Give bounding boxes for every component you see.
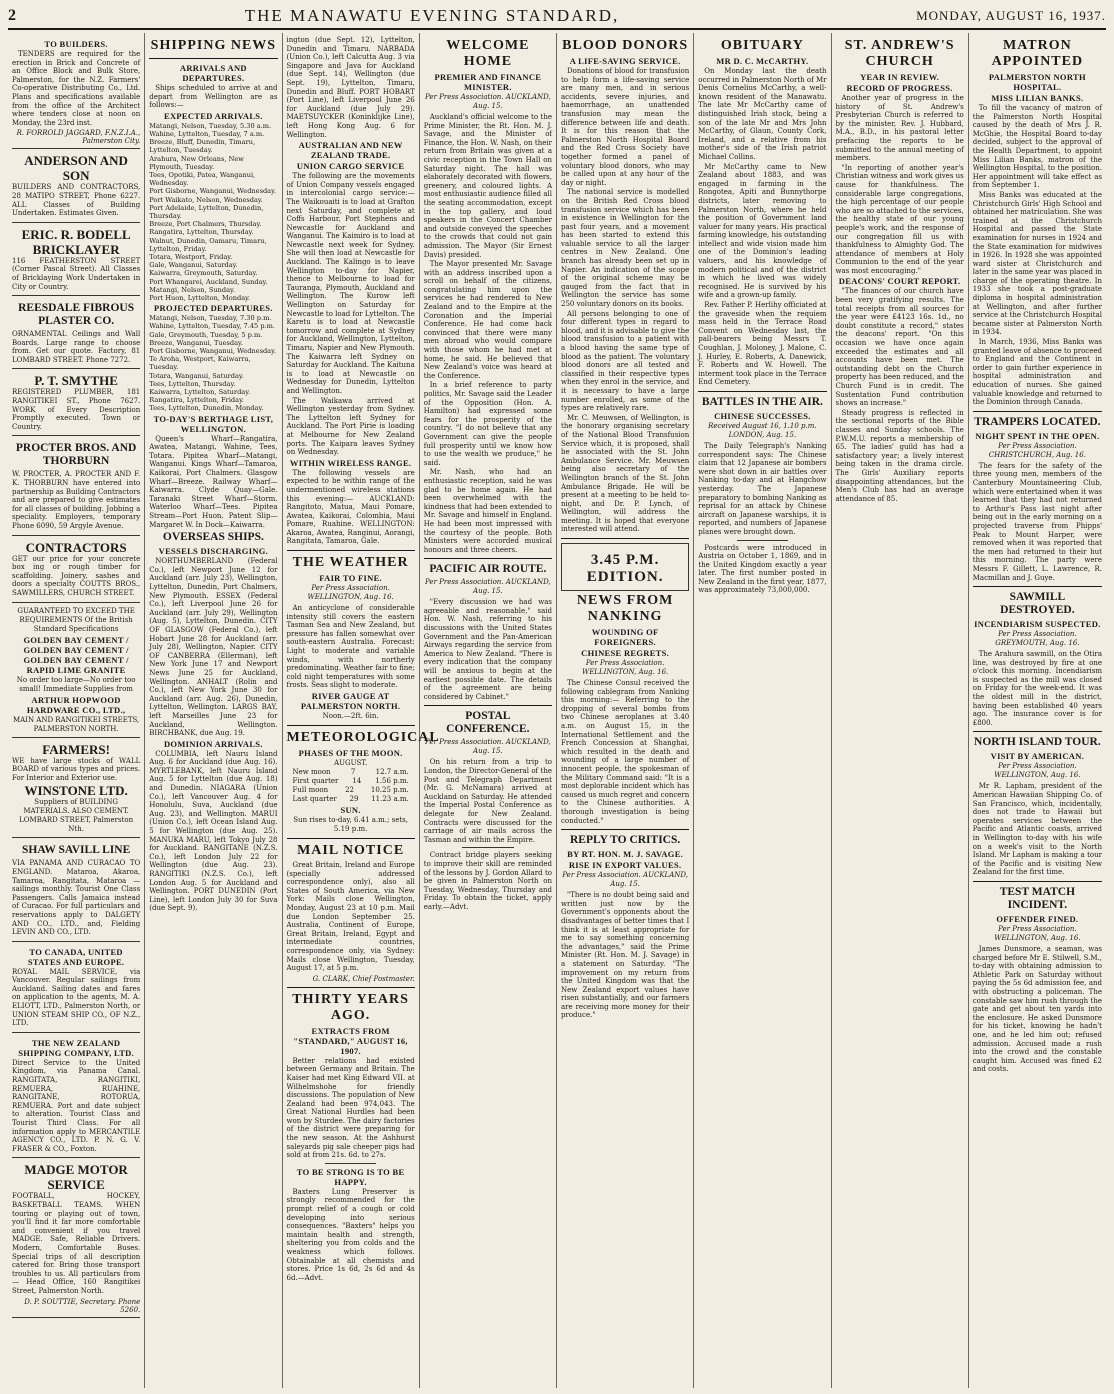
byline: Per Press Association. WELLINGTON, Aug. 16. (994, 924, 1081, 942)
ad-text: No order too large—No order too small! Immediate Supplies from (16, 675, 136, 693)
list-item: Tees, Lyttelton, Thursday. (149, 379, 236, 388)
subheading: VESSELS DISCHARGING. (158, 546, 269, 557)
column-7-st-andrews (832, 33, 969, 1388)
ad-heading: GOLDEN BAY CEMENT / GOLDEN BAY CEMENT / GOLDEN BAY CEMENT / RAPID LIME GRANITE (23, 634, 129, 675)
ad-heading: FARMERS! (42, 741, 110, 757)
ad-anderson (12, 151, 140, 222)
byline: Per Press Association. WELLINGTON, Aug. 16. (994, 762, 1081, 780)
byline: Per Press Association. AUCKLAND, Aug. 15. (562, 871, 688, 889)
article-text: The following vessels are expected to be within range of the undermentioned wireless stations this evening:— AUCKLAND: Rangitoto, Matua, Maui Pomare, Awatea, Kaikorai, Colombia, Maui Pomare, Ruahine. WELLINGTON: Akaroa, Awatea, Ranginui, Aorangi, Rangitata, Tamaroa, Gale. (286, 468, 415, 546)
article-text: "Every discussion we had was agreeable and reasonable," said Hon. W. Nash, referring to his discussions with the United States Government and the Pan-American Airways regarding the service from America to New Zealand. "There is every indication that the company will be anxious to begin at the earliest possible date. The details of the agreement are being considered by Cabinet." (423, 598, 552, 701)
ad-heading: TO BUILDERS. (44, 39, 108, 49)
ad-heading: P. T. SMYTHE (34, 373, 118, 389)
article-text: Steady progress is reflected in the sectional reports of the Bible classes and Sunday schools. The P.W.M.U. reports a membership of 65. The ladies' guild has had a satisfactory year; a lively interest being taken in the drama circle. The Girls' Auxiliary reports disappointing attendances, but the Men's Club has had an average attendance of 85. (835, 408, 964, 503)
gauge-reading: Noon.—2ft. 6in. (322, 712, 379, 720)
article-subheadline: PREMIER AND FINANCE MINISTER. (434, 72, 542, 92)
article-text: NORTHUMBERLAND (Federal Co.), left Newport June 12 for Auckland (arr. July 23), Wellington, Lyttelton, Dunedin, Port Chalmers, New Plymouth. ESSEX (Federal Co.), left Liverpool June 26 for Auckland (arr. July 29), Wellington (Aug. 5), Lyttelton, Dunedin. CITY OF GLASGOW (Federal Co.), left Hobart June 28 for Auckland (arr. July 28), Wellington, Napier. CITY OF CANBERRA (Ellerman), left New York June 17 and Newport News June 25 for Auckland, Wellington. ANHALT (Rolin and Co.), left New York June 30 for Auckland (arr. Aug. 26), Dunedin, Lyttelton, Wellington. LARGS BAY, left Marseilles June 23 for Auckland, Wellington. BIRCHBANK, due Aug. 19. (149, 557, 278, 738)
article-headline: POSTAL CONFERENCE. (446, 710, 530, 736)
list-item: Port Gisborne, Wanganui, Wednesday. (149, 347, 277, 356)
divider (462, 847, 513, 848)
masthead (8, 4, 1106, 30)
moon-phase-row (287, 777, 415, 786)
article-subheadline: MISS LILIAN BANKS. (991, 93, 1084, 103)
ad-heading: TO CANADA, UNITED STATES AND EUROPE. (27, 946, 125, 967)
article-text: Auckland's official welcome to the Prime Minister, the Rt. Hon. M. J. Savage, and the Minister of Finance, the Hon. W. Nash, on their return from Britain was given at a civic reception in the Town Hall on Saturday night. The hall was elaborately decorated with flowers, greenery, and coloured lights. A most enthusiastic audience filled all the seating accommodation, except in the top gallery, and loud speakers in the Concert Chamber and outside conveyed the speeches to the crowds that could not gain admission. The Mayor (Sir Ernest Davis) presided. (423, 113, 552, 259)
article-text: On his return from a trip to London, the Director-General of the Post and Telegraph Department (Mr. G. McNamara) arrived at Auckland on Saturday. He attended the Imperial Postal Conference as delegate for New Zealand. Contracts were discussed for the carriage of air mails across the Tasman and within the Empire. (423, 758, 552, 844)
moon-phase-day: 29 (349, 795, 359, 803)
article-text: "The finances of our church have been very gratifying results. The total receipts from all sources for the year were £4123 16s. 1d., no doubt constitute a record," states the deacons' report. "On this occasion we have once again exceeded the estimates and all accounts have been met. The outstanding debt on the Church property has been reduced, and the Church Fund is in credit. The Sustentation Fund contribution shows an increase." (835, 287, 964, 408)
list-item: Wahine, Lyttelton, Tuesday, 7.45 p.m. (149, 322, 276, 331)
column-6-obituary (694, 33, 831, 1388)
ad-smythe (12, 371, 140, 436)
article-text: Baxters Lung Preserver is strongly recommended for the prompt relief of a cough or cold developing into serious consequences. "Baxters" helps you maintain health and strength, sheltering you from colds and the weakness which follows. Obtainable at all chemists and stores. Price 1s 6d, 2s 6d and 4s 6d.—Advt. (286, 1187, 415, 1282)
ad-heading: THE NEW ZEALAND SHIPPING COMPANY, LTD. (18, 1037, 135, 1058)
article-text: Mr. Nash, who had an enthusiastic reception, said he was glad to be home again. He had been overwhelmed with the kindness that had been extended to Mr. Savage and himself in England. He had been most impressed with the courtesy of the people. Both Ministers were accorded musical honours and three cheers. (423, 468, 552, 554)
divider (287, 550, 415, 551)
section-title: THE WEATHER (292, 555, 409, 571)
ad-text: GET our price for your concrete box ing or rough timber for scaffolding. Joinery, sashes and doors a specialty COUTTS BROS., SAWMILLERS, CHURCH STREET. (12, 554, 141, 597)
divider (561, 829, 689, 830)
article-headline: NORTH ISLAND TOUR. (974, 736, 1101, 749)
column-3-weather-mail (283, 33, 440, 1388)
list-item: Tees, Lyttelton, Dunedin, Monday. (149, 404, 264, 413)
list-item: Arahura, New Orleans, New Plymouth, Tuesday. (149, 154, 244, 171)
article-text: Ships scheduled to arrive at and depart from Wellington are as follows:— (149, 84, 278, 110)
ad-text: ORNAMENTAL Ceilings and Wall Boards. Large range to choose from. Get our quote. Factory, 81 LOMBARD STREET. Phone 7272. (12, 330, 141, 364)
article-headline: TRAMPERS LOCATED. (974, 415, 1101, 428)
article-text: In March, 1936, Miss Banks was granted leave of absence to proceed to England and the Continent in order to gain further experience in hospital administration and education of nurses. She gained valuable knowledge and returned to the Dominion through Canada. (972, 338, 1102, 407)
article-subheadline: NIGHT SPENT IN THE OPEN. (975, 430, 1100, 441)
article-text: An anticyclone of considerable intensity still covers the eastern Tasman Sea and New Zealand, but pressure has fallen somewhat over south-eastern Australia. Forecast: Light to moderate and variable winds, with northerly predominating. Weather fair to fine; cold night temperatures with some frosts. Seas slight to moderate. (286, 604, 415, 690)
article-text: To fill the vacancy of matron of the Palmerston North Hospital caused by the death of Mrs J. R. McGhie, the Hospital Board to-day decided, subject to the approval of the Health Department, to appoint Miss Lilian Banks, matron of the Wellington Hospital, to the position. Her appointment will take effect as from September 1. (972, 104, 1102, 190)
ad-heading: REESDALE FIBROUS PLASTER CO. (18, 302, 135, 328)
subheading: PHASES OF THE MOON. (298, 748, 403, 758)
moon-phase-day: 7 (350, 768, 356, 776)
article-subheadline: WOUNDING OF FOREIGNERS. (591, 627, 659, 648)
article-subheadline: RISE IN EXPORT VALUES. (568, 860, 682, 871)
list-item: Totara, Westport, Friday. (149, 253, 233, 262)
article-text: The following are the movements of Union Company vessels engaged in intercolonial cargo service:— The Waikouaiti is to load at Grafton next Saturday, and complete at Coffs Harbour, Port Stephens and Newcastle for Auckland and Wanganui. The Kaimiro is to load at Newcastle next week for Sydney. She will then load at Newcastle for Auckland. The Kalingo is to leave Wellington to-day for Napier, thence to Melbourne to load for Tauranga, Plymouth, Auckland and Wellington. The Kurow left Wellington on Saturday for Newcastle to load for Lyttelton. The Karetu is to load at Newcastle tomorrow and complete at Sydney for Auckland, Wellington, Lyttelton, Timaru, Napier and New Plymouth. The Kaiwarra left Sydney on Saturday for Auckland. The Kaituna is to load at Newcastle on Wednesday for Dunedin, Lyttelton and Wellington. (286, 172, 415, 395)
article-headline: PACIFIC AIR ROUTE. (429, 563, 547, 576)
article-headline: NEWS FROM NANKING (576, 593, 674, 625)
divider (737, 540, 788, 541)
article-text: The Mayor presented Mr. Savage with an address inscribed upon a scroll on behalf of the citizens, congratulating him upon the services he had rendered to New Zealand and to the Empire at the Coronation and the Imperial Conference. He had come back convinced that there were many men abroad who would compare with those whom he had met at home, he said. He believed that New Zealand's voice was heard at the Conference. (423, 260, 552, 380)
article-subheadline: PALMERSTON NORTH HOSPITAL. (988, 72, 1086, 92)
article-subheadline: CHINESE REGRETS. (581, 648, 670, 659)
ad-signature: R. FORROLD JAGGARD, F.N.Z.I.A., Palmerston City. (16, 129, 141, 146)
expected-arrivals-list (149, 122, 277, 302)
article-text: The national service is modelled on the British Red Cross blood transfusion service which has been in existence in Wellington for the past four years, and a movement has been started to extend this valuable service to all the larger centres in New Zealand. One branch has already been set up in Napier. An indication of the scope of the original scheme may be gauged from the fact that in Wellington the service has some 250 voluntary donors on its books. (561, 188, 690, 309)
section-title: METEOROLOGICAL (286, 730, 440, 745)
article-text: The fears for the safety of the three young men, members of the Canterbury Mountaineering Club, which were entertained when it was learned that they had not returned to Arthur's Pass last night after being out in the early morning on a projected traverse from Phipps' Peak to Mount Harper, were removed when it was reported that the men had returned to their hut this morning. The party were Messrs F. Gillett, L. Lawrence, R. Macmillan and J. Guye. (972, 461, 1102, 582)
article-text: Donations of blood for transfusion to help form a life-saving service are many men, and in serious accidents, severe injuries, and haemorrhage, an unattended transfusion may mean the difference between life and death. It is for this reason that the Palmerston North Hospital Board and the Red Cross Society have together formed a panel of voluntary blood donors, who may be called upon at any hour of the day or night. (561, 67, 690, 187)
subheading: SUN. (340, 805, 361, 815)
article-text: Contract bridge players seeking to improve their skill are reminded of the lessons by J. Gordon Allard to be given in Palmerston North on Tuesday, Wednesday, Thursday and Friday. To obtain the ticket, apply early.—Advt. (423, 851, 552, 911)
list-item: Totara, Wanganui, Saturday. (149, 371, 244, 380)
moon-phase-name: Last quarter (292, 795, 337, 803)
divider (287, 987, 415, 988)
article-subheadline: MR D. C. McCARTHY. (716, 56, 809, 66)
divider (287, 838, 415, 839)
article-text: Postcards were introduced in Austria on October 1, 1869, and in the United Kingdom exactly a year later. The first number posted in New Zealand in the first year, 1877, was approximately 73,000,000. (698, 543, 827, 595)
divider (325, 1163, 376, 1164)
moon-phase-row (287, 795, 415, 804)
divider (287, 725, 415, 726)
page-columns (8, 33, 1106, 1388)
list-item: Port Whangarei, Auckland, Sunday. (149, 277, 268, 286)
list-item: Walnut, Dunedin, Oamaru, Timaru, Lyttelton, Friday. (149, 236, 267, 253)
projected-departures-list (149, 314, 277, 412)
ad-heading: MADGE MOTOR SERVICE (24, 1162, 128, 1193)
divider (973, 411, 1102, 412)
ad-text: GUARANTEED TO EXCEED THE REQUIREMENTS Of the British Standard Specifications (17, 606, 135, 633)
divider (561, 538, 689, 539)
newspaper-name: THE MANAWATU EVENING STANDARD, (244, 6, 620, 25)
article-text: ington (due Sept. 12), Lyttelton, Dunedin and Timaru. NARBADA (Union Co.), left Calcutta Aug. 3 via Singapore and Java for Auckland (due Sept. 14), Wellington (due Sept. 19), Lyttelton, Timaru, Dunedin and Bluff. PORT HOBART (Port Line), left Liverpool June 26 for Auckland (due July 29). MAETSUYCKER (Koninklijke Line), left Hong Kong Aug. 6 for Wellington. (286, 36, 415, 139)
article-headline: SAWMILL DESTROYED. (1000, 591, 1075, 617)
article-text: Great Britain, Ireland and Europe (specially addressed correspondence only), also all States of South America, via New York: Mails close Wellington, Monday, August 23 at 10 p.m. Mail due London September 25. Australia, Continent of Europe, Great Britain, Ireland, Egypt and intermediate countries, correspondence only, via Sydney: Mails close Wellington, Tuesday, August 17, at 5 p.m. (286, 861, 415, 973)
ad-reesdale (12, 298, 140, 369)
list-item: Gale, Wanganui, Saturday. (149, 261, 238, 270)
moon-phase-time: 12.7 a.m. (375, 768, 409, 776)
divider (973, 731, 1102, 732)
ad-heading: ARTHUR HOPWOOD HARDWARE CO., LTD., (26, 694, 126, 715)
article-subheadline: RECORD OF PROGRESS. (846, 83, 953, 93)
list-item: Matangi, Nelson, Tuesday, 5.30 a.m. (149, 121, 272, 130)
edition-box (561, 543, 689, 591)
ad-heading: ANDERSON AND SON (24, 153, 128, 184)
moon-month: AUGUST. (334, 759, 368, 767)
article-text: Mr. C. Meuwsen, of Wellington, is the honorary organising secretary of the National Blood Transfusion Service which, it is proposed, shall be associated with the St. John Ambulance Service. Mr. Meuwsen being also secretary of the Wellington branch of the St. John Ambulance Brigade. He will be present at a meeting to be held to-night, and Dr. P. Lynch, of Wellington, will address the meeting. It is hoped that everyone interested will attend. (561, 413, 690, 534)
article-headline: MATRON APPOINTED (991, 38, 1084, 69)
ad-farmers (12, 740, 140, 839)
byline: Per Press Association. WELLINGTON, Aug. 16. (307, 584, 394, 602)
page-number: 2 (8, 7, 16, 24)
ad-text: FOOTBALL, HOCKEY, BASKETBALL TEAMS. WHEN touring or playing out of town, you'll find it far more comfortable and convenient if you travel MADGE. Safe, Reliable Drivers. Modern, Comfortable Buses. Special trips of all description catered for. Bring those transport troubles to us. All particulars from— Head Office, 160 Rangitikei Street, Palmerston North. (12, 1192, 141, 1295)
article-text: James Dunsmore, a seaman, was charged before Mr E. Stilwell, S.M., to-day with obtaining admission to Athletic Park on Saturday without paying the 5s 6d admission fee, and with obstructing a policeman. The constable saw him rush through the gate and get about ten yards into the enclosure. He asked Dunsmore for his ticket, knowing he hadn't one, and he led him out; refused admission. Accused made a rush into the crowd and the constable caught him. Accused was fined £2 and costs. (972, 944, 1102, 1074)
moon-phase-row (287, 786, 415, 795)
ad-signature: D. P. SOUTTIE, Secretary. Phone 5260. (24, 1297, 141, 1314)
byline: Per Press Association. GREYMOUTH, Aug. 16. (995, 630, 1080, 648)
article-headline: BLOOD DONORS (562, 38, 689, 53)
subheading: FAIR TO FINE. (319, 573, 382, 584)
ad-text: MAIN AND RANGITIKEI STREETS, PALMERSTON NORTH. (12, 715, 140, 733)
article-subheadline: INCENDIARISM SUSPECTED. (974, 619, 1101, 630)
article-text: COLUMBIA, left Nauru Island Aug. 6 for Auckland (due Aug. 16). MYRTLEBANK, left Nauru Island Aug. 5 for Lyttelton (due Aug. 18) and Dunedin. NIAGARA (Union Co.), left Vancouver Aug. 4 for Honolulu, Suva, Auckland (due Aug. 23), and Wellington. MARUI (Union Co.), left Ocean Island Aug. 5 for Wellington (due Aug. 25). MANUKA MARU, left Tokyo July 28 for Auckland. RANGITANE (N.Z.S. Co.), left London July 22 for Wellington (due Aug. 23). RANGITIKI (N.Z.S. Co.), left London Aug. 5 for Auckland and Wellington. PORT DUNEDIN (Port Line), left London July 30 for Suva (due Sept. 9). (149, 749, 278, 913)
subheading: OVERSEAS SHIPS. (162, 531, 264, 544)
subheading: EXPECTED ARRIVALS. (163, 110, 263, 121)
article-text: The Arahura sawmill, on the Otira line, was destroyed by fire at one o'clock this morning. Incendiarism is suspected as the mill was closed on Friday for the week-end. It was the oldest mill in the district, having been established 40 years ago. The insurance cover is for £800. (972, 650, 1102, 727)
list-item: Tees, Opotiki, Patea, Wanganui, Wednesday. (149, 171, 256, 188)
sun-times: Sun rises to-day, 6.41 a.m.; sets, 5.19 p.m. (293, 816, 408, 833)
article-text: Another year of progress in the history of St. Andrew's Presbyterian Church is referred to by the minister, Rev. J. Hubbard, M.A., B.D., in his pastoral letter prefacing the reports to be submitted to the annual meeting of members. (835, 94, 964, 163)
subheading: AUSTRALIAN AND NEW ZEALAND TRADE. (298, 140, 403, 161)
divider (973, 881, 1102, 882)
ad-text: 116 FEATHERSTON STREET (Corner Pascal Street). All Classes of Bricklaying Work Undertaken in City or Country. (12, 256, 141, 291)
divider (973, 586, 1102, 587)
list-item: Port Huon, Lyttelton, Monday. (149, 294, 251, 303)
edition-label: 3.45 P.M. EDITION. (586, 552, 664, 586)
column-4-welcome-home (420, 33, 557, 1388)
list-item: Wahine, Lyttelton, Tuesday, 7 a.m. (149, 129, 265, 138)
ad-golden-bay-cement (12, 605, 140, 738)
ad-text: REGISTERED PLUMBER, 181 RANGITIKEI ST., Phone 7627. WORK of Every Description Promptly executed. Town or Country. (12, 388, 141, 431)
article-subheadline: CHINESE SUCCESSES. (714, 410, 811, 421)
ad-nz-shipping (12, 1035, 140, 1159)
divider (424, 558, 552, 559)
ad-text: W. PROCTER, A. PROCTER AND F. K. THORBURN have entered into partnership as Building Contractors and are prepared to give estimates for all classes of building. Jobbing a speciality. Employers, temporary Phone 6090, 59 Argyle Avenue. (12, 470, 141, 530)
ad-text: Suppliers of BUILDING MATERIALS. ALSO CEMENT. LOMBARD STREET, Palmerston Nth. (19, 798, 134, 834)
article-text: Rev. Father P. Herlihy officiated at the graveside when the requiem mass held in the Terrace Road Convent on Wednesday last, the pall-bearers being Messrs T. Coughlan, J. Moloney, J. Malone, C. J. Hurley, E. Roberts, A. Danewick, F. Roberts and W. Howell. The interment took place in the Terrace End Cemetery. (698, 301, 827, 387)
column-8-matron (969, 33, 1106, 1388)
article-subheadline: OFFENDER FINED. (996, 913, 1079, 924)
moon-phase-row (287, 768, 415, 777)
article-text: The Waikawa arrived at Wellington yesterday from Sydney. The Lyttelton left Sydney for Auckland. The Port Pirie is loading at Melbourne for New Zealand ports. The Kaipara leaves Sydney on Wednesday. (286, 396, 415, 457)
divider (698, 391, 826, 392)
article-text: Queen's Wharf—Rangatira, Awatea, Matangi, Wahine, Tees, Totara. Pipitea Wharf—Matangi, Wanganui. Kings Wharf—Tamaroa, Kaikorai, Port Chalmers. Glasgow Wharf—Breeze. Railway Wharf—Kaiwarra. Clyde Quay—Gale. Taranaki Street Wharf—Storm. Waterloo Wharf—Tees. Pipitea Stream—Port Huon. Patent Slip—Margaret W. In Dock—Kaiwarra. (149, 434, 278, 529)
ad-text: WE have large stocks of WALL BOARD of various types and prices. For Interior and Exterior use. (12, 756, 141, 782)
list-item: Kaiwarra, Greymouth, Saturday. (149, 269, 258, 278)
byline: Per Press Association. AUCKLAND, Aug. 15. (425, 738, 551, 756)
column-1-advertisements (8, 33, 145, 1388)
column-2-shipping (145, 33, 282, 1388)
ad-text: BUILDERS AND CONTRACTORS, 28 MATIPO STREET, Phone 6227. ALL Classes of Building Undertaken. Estimates Given. (12, 183, 141, 218)
article-text: The Daily Telegraph's Nanking correspondent says: The Chinese claim that 12 Japanese air bombers were shot down in air battles over Nanking to-day and at Hangchow yesterday. The Japanese preparatory to bombing Nanking as reprisal for an attack by Chinese aircraft on Japanese warships, it is reported, and numbers of Japanese planes were brought down. (698, 441, 827, 536)
ad-heading: CONTRACTORS (25, 539, 127, 555)
ad-contractors (12, 538, 140, 603)
article-text: Mr R. Lapham, president of the American Hawaiian Shipping Co. of San Francisco, which, incidentally, does not trade to Hawaii but operates services between the Pacific and Atlantic coasts, arrived in Wellington to-day with his wife on a week's visit to the North Island. Mr Lapham is making a tour of the Pacific and is visiting New Zealand for the first time. (972, 782, 1102, 877)
byline: Per Press Association. CHRISTCHURCH, Aug. 16. (988, 441, 1086, 459)
article-text: Mr McCarthy came to New Zealand about 1883, and was engaged in farming in the Rongotea, Apiti and Bunnythorpe districts, later removing to Palmerston North, where he held the position of Government land valuer for many years. His practical farming knowledge, his outstanding intellect and wide vision made him one of the Dominion's leading valuers, and his knowledge of modern political and of the district in which he lived was widely recognised. He is survived by his wife and a grown-up family. (698, 162, 827, 300)
subheading: UNION CARGO SERVICE (296, 161, 405, 172)
ad-text: VIA PANAMA AND CURACAO TO ENGLAND. Mataroa, Akaroa, Tamaroa, Rangitata, Mataroa — sailings monthly. Tourist One Class Passengers. Calls Jamaica instead of Curacao. For full particulars and reservations apply to DALGETY AND CO., LTD., and, Fielding LEVIN AND CO., LTD. (12, 859, 141, 937)
list-item: Kaiwarra, Lyttelton, Saturday. (149, 388, 251, 397)
article-subheadline: BY RT. HON. M. J. SAVAGE. (567, 849, 684, 860)
ad-madge-motor (12, 1160, 140, 1317)
byline: Per Press Association. AUCKLAND, Aug. 15. (425, 578, 551, 596)
list-item: Gale, Greymouth, Tuesday, 5 p.m. (149, 330, 263, 339)
subheading: ARRIVALS AND DEPARTURES. (179, 63, 247, 83)
article-text: Better relations had existed between Germany and Britain. The Kaiser had met King Edward VII. at Wilhelmshohe for friendly discussions. The population of New Zealand had been 974,043. The Great National Hurdles had been won by Sturdee. The dairy factories of the district were preparing for the new season. At the Ashhurst saleyards pig sale cheeper pigs had sold at from 21s. 6d. to 27s. (286, 1056, 415, 1160)
moon-phase-name: New moon (292, 768, 331, 776)
list-item: Rangatira, Lyttelton, Friday. (149, 396, 245, 405)
ad-procter (12, 438, 140, 535)
article-text: The Chinese Consul received the following cablegram from Nanking this morning:— Referring to the dropping of several bombs from two Chinese aeroplanes at 3.40 a.m. on August 15, in the International Settlement and the French Concession at Shanghai, which resulted in the death and wounding of a large number of innocent people, the spokesman of the Military Command said: "It is a most deplorable incident which has caused us much regret and concern to the Chinese authorities. A thorough investigation is being conducted." (561, 679, 690, 825)
moon-phase-day: 22 (345, 786, 354, 794)
subheading: TO-DAY'S BERTHAGE LIST, WELLINGTON. (153, 413, 274, 434)
moon-phase-day: 14 (352, 777, 362, 785)
byline: Received August 16, 1.10 p.m. LONDON, Aug. 15. (708, 421, 817, 439)
ad-heading: SHAW SAVILL LINE (22, 844, 131, 857)
section-title: THIRTY YEARS AGO. (292, 991, 409, 1023)
list-item: Breeze, Wanganui, Tuesday. (149, 338, 243, 347)
ad-heading: ERIC. R. BODELL BRICKLAYER (21, 226, 131, 257)
ad-text: ROYAL MAIL SERVICE, via Vancouver. Regular sailings from Auckland. Sailing dates and fares on application to the agents, M. A. ELIOTT, LTD., Palmerston North, or UNION STEAM SHIP CO., OF N.Z., LTD. (12, 967, 141, 1028)
subheading: PROJECTED DEPARTURES. (154, 303, 273, 314)
list-item: Te Aroha, Westport, Kaiwarra, Tuesday. (149, 355, 251, 372)
article-headline: REPLY TO CRITICS. (570, 834, 681, 847)
list-item: Port Waikato, Nelson, Wednesday. (149, 195, 263, 204)
moon-phase-name: First quarter (292, 777, 339, 785)
article-subheadline: VISIT BY AMERICAN. (990, 751, 1085, 762)
divider (424, 705, 552, 706)
ad-shaw-savill (12, 840, 140, 941)
byline: Per Press Association. AUCKLAND, Aug. 15. (425, 93, 551, 110)
article-text: All persons belonging to one of four different types in regard to blood, and it is advisable to give the blood transfusion to a patient with a blood having the same type of blood as the patient. The voluntary blood donors are all tested and classified in their respective types when they enrol in the service, and it is necessary to have a large number enrolled, as some of the types are relatively rare. (561, 309, 690, 413)
article-subheadline: YEAR IN REVIEW. (860, 72, 940, 82)
byline: Per Press Association. WELLINGTON, Aug. 16. (582, 659, 669, 677)
subheading: TO BE STRONG IS TO BE HAPPY. (296, 1166, 405, 1187)
subheading: RIVER GAUGE AT PALMERSTON NORTH. (300, 691, 401, 711)
column-5-blood-donors (557, 33, 694, 1388)
moon-phase-name: Full moon (292, 786, 329, 794)
list-item: Port Adelaide, Lyttelton, Dunedin, Thursday. (149, 203, 264, 221)
ad-builders-tender (12, 36, 140, 149)
article-text: On Monday last the death occurred in Palmerston North of Mr Denis Cornelius McCarthy, a well-known resident of the Manawatu. The late Mr McCarthy came of distinguished Irish stock, being a son of the late Mr and Mrs John McCarthy, of Glaun, County Cork, Ireland, and a relative from his mother's side of the Irish patriot Michael Collins. (698, 67, 827, 161)
subheading: WITHIN WIRELESS RANGE. (289, 457, 412, 468)
article-text: "In reporting of another year's Christian witness and work gives us cause for thankfulness. The considerable large congregations, the high percentage of our people who are so attached to the services, the healthy state of our young people's work, and the response of our congregation fill us with thankfulness to Almighty God. The attendance of members at Holy Communion to the end of the year was most encouraging." (835, 163, 964, 275)
article-text: "There is no doubt being said and written just now by the Government's opponents about the disadvantages of better times that I think it is at least appropriate for me to say something concerning the advantages," said the Prime Minister (Rt. Hon. M. J. Savage) in a statement on Saturday. "The improvement on my return from the United Kingdom was that the New Zealand export values have risen substantially, and our farmers are receiving more money for their produce." (561, 891, 690, 1020)
moon-phase-time: 1.56 p.m. (375, 777, 409, 785)
ad-heading: PROCTER BROS. AND THORBURN (15, 442, 137, 468)
article-headline: BATTLES IN THE AIR. (701, 395, 823, 408)
list-item: Rangatira, Lyttelton, Thursday. (149, 228, 254, 237)
moon-phase-time: 11.23 a.m. (371, 795, 409, 803)
article-text: In a brief reference to party politics, Mr. Savage said the Leader of the Opposition (Hon. A. Hamilton) had expressed some fears for the prosperity of the country. "I do not believe that any Government can give the people full prosperity until we know how to use the wealth we produce," he said. (423, 381, 552, 467)
ad-bodell (12, 225, 140, 296)
issue-date: MONDAY, AUGUST 16, 1937. (916, 8, 1106, 23)
ad-heading: WINSTONE LTD. (24, 783, 128, 799)
article-headline: WELCOME HOME (446, 38, 530, 69)
list-item: Breeze, Port Chalmers, Thursday. (149, 220, 262, 229)
ad-text: Direct Service to the United Kingdom, via Panama Canal. RANGITATA, RANGITIKI, REMUERA, RUAHINE, RANGITANE, ROTORUA, REMUERA. Port and date subject to alteration. Tourist Class and Tourist Third Class. For all information apply to MERCANTILE AGENCY CO., LTD. P. N. G. V. FRASER & CO., Foxton. (12, 1058, 141, 1153)
article-text: Miss Banks was educated at the Christchurch Girls' High School and obtained her matriculation. She was trained at the Christchurch Hospital and passed the State examination for nurses in 1924 and the State examination for midwives in 1926. In 1928 she was appointed ward sister at Christchurch and later in the same year was placed in charge of the operating theatre. In 1933 she took a post-graduate diploma in hospital administration at Wellington, and after further service at the Christchurch Hospital became sister at Palmerston North in 1934. (972, 190, 1102, 337)
article-headline: TEST MATCH INCIDENT. (999, 885, 1076, 911)
signature: G. CLARK, Chief Postmaster. (312, 974, 415, 983)
article-headline: ST. ANDREW'S CHURCH (844, 38, 955, 69)
subheading: EXTRACTS FROM "STANDARD," AUGUST 16, 1907. (293, 1025, 408, 1056)
section-title: MAIL NOTICE (297, 843, 405, 858)
article-headline: OBITUARY (720, 38, 804, 53)
article-subheadline: A LIFE-SAVING SERVICE. (569, 56, 681, 66)
ad-canada (12, 944, 140, 1033)
list-item: Matangi, Nelson, Tuesday, 7.30 p.m. (149, 314, 272, 323)
moon-phase-time: 10.25 p.m. (370, 786, 409, 794)
subheading: DOMINION ARRIVALS. (163, 738, 263, 749)
list-item: Matangi, Nelson, Sunday. (149, 285, 235, 294)
list-item: Port Gisborne, Wanganui, Wednesday. (149, 187, 277, 196)
ad-text: TENDERS are required for the erection in Brick and Concrete of an Office Block and Bulk Store, Palmerston, for the N.Z. Farmers' Co-operative Distributing Co., Ltd. Plans and specifications available from the office of the Architect where tenders close at noon on Monday, the 23rd inst. (12, 50, 141, 127)
subheading: DEACONS' COURT REPORT. (838, 276, 961, 287)
list-item: Breeze, Bluff, Dunedin, Timaru, Lyttelton, Tuesday. (149, 138, 256, 155)
divider (149, 58, 277, 59)
section-title: SHIPPING NEWS (150, 38, 277, 53)
